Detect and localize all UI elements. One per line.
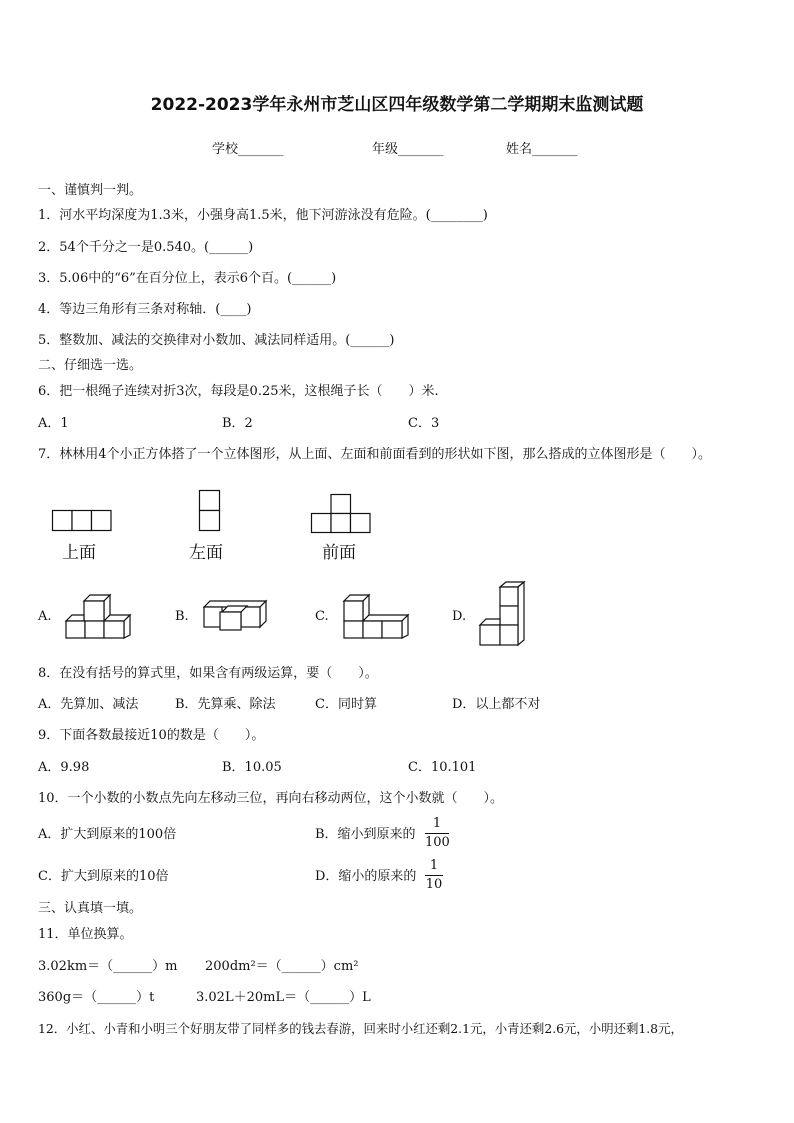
left-view-label: 左面 bbox=[189, 543, 223, 563]
q8-option-c: C．同时算 bbox=[315, 697, 377, 712]
q8-option-a: A．先算加、减法 bbox=[38, 697, 139, 712]
fraction-denominator: 10 bbox=[425, 877, 443, 892]
question-8: 8．在没有括号的算式里，如果含有两级运算，要（ ）。 bbox=[38, 666, 378, 681]
question-3: 3．5.06中的“6”在百分位上，表示6个百。(______) bbox=[38, 271, 337, 286]
q8-option-b: B．先算乘、除法 bbox=[175, 697, 276, 712]
option-a-solid bbox=[64, 594, 134, 640]
q10-option-d: D．缩小的原来的 bbox=[315, 869, 417, 884]
q6-option-a: A．1 bbox=[38, 416, 69, 431]
q7-option-c: C. bbox=[315, 609, 329, 624]
question-12: 12．小红、小青和小明三个好朋友带了同样多的钱去春游，回来时小红还剩2.1元，小青还剩2.6元，小明还剩1.8元， bbox=[38, 1021, 683, 1036]
q6-option-c: C．3 bbox=[408, 416, 440, 431]
front-view-label: 前面 bbox=[322, 543, 356, 563]
left-view-figure bbox=[199, 490, 223, 534]
q11-line-2a: 360g＝（______）t bbox=[38, 990, 155, 1005]
front-view-figure bbox=[311, 494, 373, 534]
question-11: 11．单位换算。 bbox=[38, 927, 133, 942]
fraction-denominator: 100 bbox=[425, 835, 450, 850]
q11-line-2b: 3.02L＋20mL＝（______）L bbox=[196, 990, 371, 1005]
name-field: 姓名_______ bbox=[506, 142, 578, 157]
page-title: 2022-2023学年永州市芝山区四年级数学第二学期期末监测试题 bbox=[150, 95, 644, 115]
q7-option-b: B. bbox=[175, 609, 189, 624]
question-10: 10．一个小数的小数点先向左移动三位，再向右移动两位，这个小数就（ ）。 bbox=[38, 791, 504, 806]
section-heading-3: 三、认真填一填。 bbox=[38, 901, 143, 916]
option-d-solid bbox=[479, 581, 529, 647]
q10-option-b: B．缩小到原来的 bbox=[315, 827, 416, 842]
question-9: 9．下面各数最接近10的数是（ ）。 bbox=[38, 728, 265, 743]
q10-option-c: C．扩大到原来的10倍 bbox=[38, 869, 169, 884]
q9-option-b: B．10.05 bbox=[222, 760, 282, 775]
q11-line-1b: 200dm²＝（______）cm² bbox=[205, 959, 359, 974]
question-5: 5．整数加、减法的交换律对小数加、减法同样适用。(______) bbox=[38, 333, 395, 348]
question-4: 4．等边三角形有三条对称轴．(____) bbox=[38, 302, 252, 317]
q7-option-a: A. bbox=[38, 609, 52, 624]
top-view-figure bbox=[52, 510, 114, 532]
q10-option-d-fraction bbox=[425, 858, 443, 893]
section-heading-2: 二、仔细选一选。 bbox=[38, 358, 143, 373]
grade-field: 年级_______ bbox=[372, 142, 444, 157]
q8-option-d: D．以上都不对 bbox=[452, 697, 541, 712]
question-2: 2．54个千分之一是0.540。(______) bbox=[38, 240, 254, 255]
option-b-solid bbox=[203, 600, 273, 632]
question-6: 6．把一根绳子连续对折3次，每段是0.25米，这根绳子长（ ）米. bbox=[38, 384, 439, 399]
section-heading-1: 一、谨慎判一判。 bbox=[38, 183, 143, 198]
question-1: 1．河水平均深度为1.3米，小强身高1.5米，他下河游泳没有危险。(________) bbox=[38, 208, 488, 223]
option-c-solid bbox=[342, 594, 412, 640]
q11-line-1a: 3.02km＝（______）m bbox=[38, 959, 178, 974]
question-7: 7．林林用4个小正方体搭了一个立体图形，从上面、左面和前面看到的形状如下图，那么搭成的立体图形是（ ）。 bbox=[38, 447, 712, 462]
school-field: 学校_______ bbox=[212, 142, 284, 157]
q9-option-c: C．10.101 bbox=[408, 760, 477, 775]
q7-option-d: D. bbox=[452, 609, 467, 624]
top-view-label: 上面 bbox=[62, 543, 96, 563]
q10-option-a: A．扩大到原来的100倍 bbox=[38, 827, 177, 842]
fraction-numerator: 1 bbox=[429, 858, 439, 873]
q9-option-a: A．9.98 bbox=[38, 760, 90, 775]
fraction-numerator: 1 bbox=[432, 816, 442, 831]
q10-option-b-fraction bbox=[425, 816, 449, 851]
q6-option-b: B．2 bbox=[222, 416, 253, 431]
